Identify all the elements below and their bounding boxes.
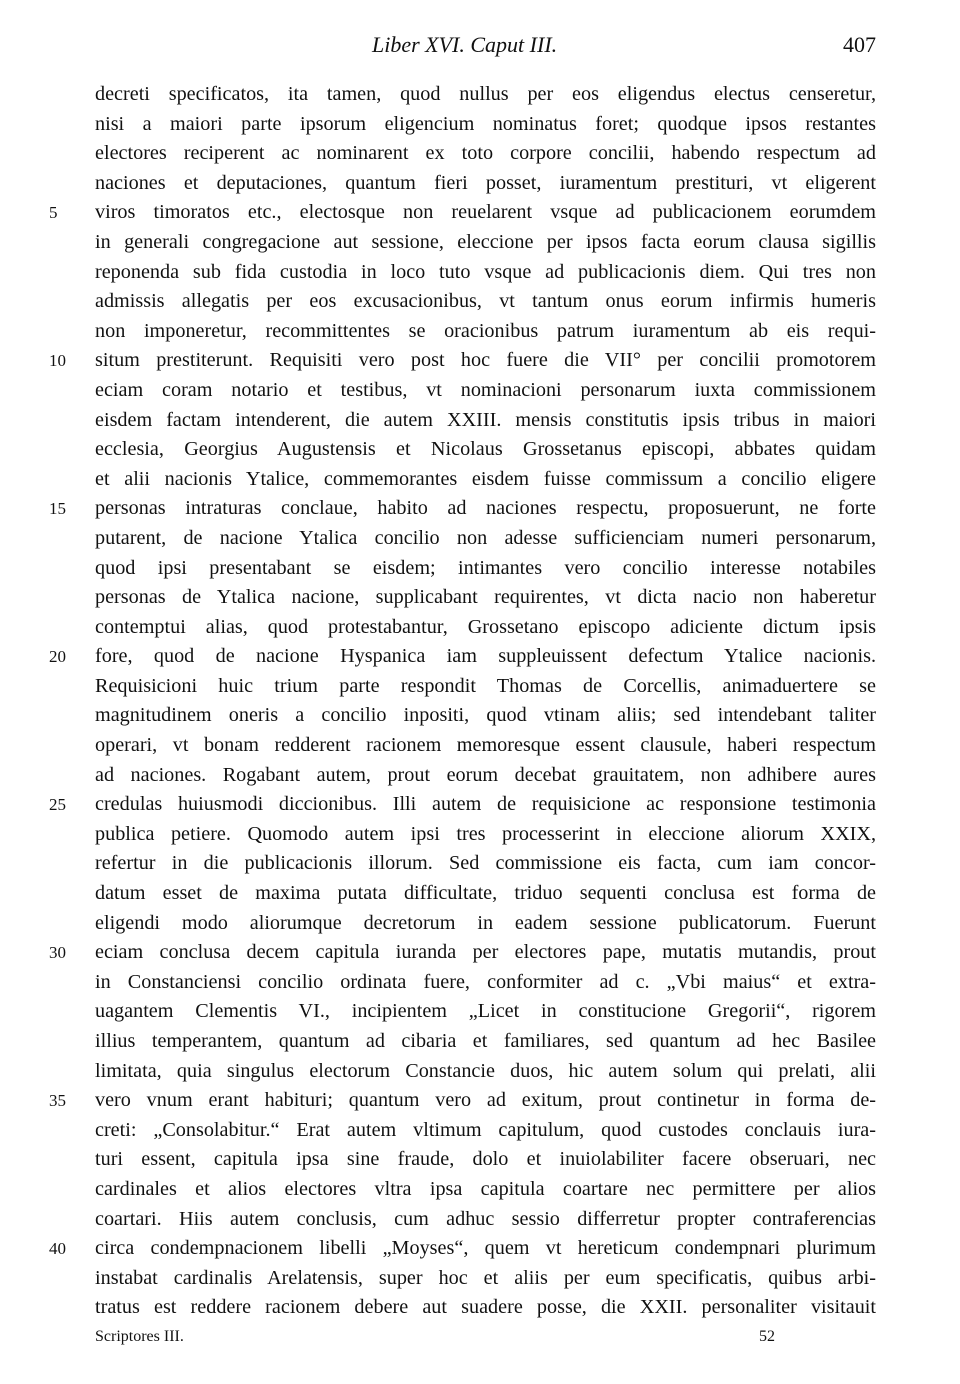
line-text: situm prestiterunt. Requisiti vero post hoc fuere die VII° per concilii promotorem xyxy=(95,349,876,372)
text-line xyxy=(95,258,876,288)
text-line xyxy=(95,228,876,258)
line-text: ad naciones. Rogabant autem, prout eorum decebat grauitatem, non adhibere aures xyxy=(95,763,876,786)
line-text: operari, vt bonam redderent racionem memoresque essent clausule, haberi respectum xyxy=(95,734,876,757)
line-number: 10 xyxy=(49,351,66,371)
text-line xyxy=(95,761,876,791)
line-text: nisi a maiori parte ipsorum eligencium nominatus foret; quodque ipsos restantes xyxy=(95,112,876,135)
line-text: vero vnum erant habituri; quantum vero ad exitum, prout continetur in forma de- xyxy=(95,1089,876,1112)
text-line xyxy=(95,968,876,998)
line-text: admissis allegatis per eos excusacionibus, vt tantum onus eorum infirmis humeris xyxy=(95,290,876,313)
page-number: 407 xyxy=(843,32,876,57)
text-line xyxy=(95,317,876,347)
text-line xyxy=(95,554,876,584)
line-text: refertur in die publicacionis illorum. Sed commissione eis facta, cum iam concor- xyxy=(95,852,876,875)
text-line xyxy=(95,406,876,436)
line-number: 35 xyxy=(49,1091,66,1111)
text-line xyxy=(95,1027,876,1057)
line-text: personas intraturas conclaue, habito ad naciones respectu, proposuerunt, ne forte xyxy=(95,497,876,520)
text-line xyxy=(49,642,876,672)
line-text: Requisicioni huic trium parte respondit Thomas de Corcellis, animaduertere se xyxy=(95,674,876,697)
text-line xyxy=(95,1145,876,1175)
text-line xyxy=(95,583,876,613)
text-line xyxy=(95,169,876,199)
line-text: uagantem Clementis VI., incipientem „Licet in constitucione Gregorii“, rigorem xyxy=(95,1000,876,1023)
text-line xyxy=(95,1116,876,1146)
line-text: electores reciperent ac nominarent ex toto corpore concilii, habendo respectum ad xyxy=(95,142,876,165)
text-line xyxy=(95,613,876,643)
line-text: credulas huiusmodi diccionibus. Illi autem de requisicione ac responsione testimonia xyxy=(95,793,876,816)
line-text: eciam coram notario et testibus, vt nominacioni personarum iuxta commissionem xyxy=(95,378,876,401)
line-text: eisdem factam intenderent, die autem XXIII. mensis constitutis ipsis tribus in maiori xyxy=(95,408,876,431)
line-number: 20 xyxy=(49,647,66,667)
signature-number: 52 xyxy=(759,1328,775,1345)
text-line xyxy=(95,909,876,939)
text-line xyxy=(95,820,876,850)
line-text: et alii nacionis Ytalice, commemorantes eisdem fuisse commissum a concilio eligere xyxy=(95,467,876,490)
text-line xyxy=(49,1086,876,1116)
line-text: publica petiere. Quomodo autem ipsi tres processerint in eleccione aliorum XXIX, xyxy=(95,822,876,845)
line-text: putarent, de nacione Ytalica concilio non adesse sufficienciam numeri personarum, xyxy=(95,526,876,549)
text-line xyxy=(95,139,876,169)
text-line xyxy=(95,701,876,731)
line-text: eligendi modo aliorumque decretorum in eadem sessione publicatorum. Fuerunt xyxy=(95,911,876,934)
line-text: naciones et deputaciones, quantum fieri posset, iuramentum prestituri, vt eligerent xyxy=(95,171,876,194)
line-text: contemptui alias, quod protestabantur, Grossetano episcopo adiciente dictum ipsis xyxy=(95,615,876,638)
text-line xyxy=(49,494,876,524)
line-text: viros timoratos etc., electosque non reuelarent vsque ad publicacionem eorumdem xyxy=(95,201,876,224)
line-text: fore, quod de nacione Hyspanica iam suppleuissent defectum Ytalice nacionis. xyxy=(95,645,876,668)
line-text: illius temperantem, quantum ad cibaria et familiares, sed quantum ad hec Basilee xyxy=(95,1030,876,1052)
line-text: personas de Ytalica nacione, supplicabant requirentes, vt dicta nacio non haberetur xyxy=(95,586,876,609)
line-text: limitata, quia singulus electorum Constancie duos, hic autem solum qui prelati, alii xyxy=(95,1059,876,1082)
line-number: 5 xyxy=(49,203,58,223)
line-text: cardinales et alios electores vltra ipsa capitula coartare nec permittere per alios xyxy=(95,1177,876,1200)
text-line xyxy=(95,997,876,1027)
line-number: 15 xyxy=(49,499,66,519)
line-text: quod ipsi presentabant se eisdem; intimantes vero concilio interesse notabiles xyxy=(95,556,876,579)
text-line xyxy=(95,849,876,879)
text-line xyxy=(95,879,876,909)
printer-signature: Scriptores III. xyxy=(95,1328,184,1345)
text-line xyxy=(49,938,876,968)
text-line xyxy=(49,1234,876,1264)
text-line xyxy=(95,376,876,406)
line-text: reponenda sub fida custodia in loco tuto vsque ad publicacionis diem. Qui tres non xyxy=(95,260,876,283)
line-text: turi essent, capitula ipsa sine fraude, dolo et inuiolabiliter facere obseruari, nec xyxy=(95,1148,876,1171)
line-text: eciam conclusa decem capitula iuranda per electores pape, mutatis mutandis, prout xyxy=(95,941,876,964)
text-line xyxy=(49,346,876,376)
text-line xyxy=(95,731,876,761)
running-title: Liber XVI. Caput III. xyxy=(372,32,558,57)
line-text: in Constanciensi concilio ordinata fuere, conformiter ad c. „Vbi maius“ et extra- xyxy=(95,970,876,993)
line-text: circa condempnacionem libelli „Moyses“, quem vt hereticum condempnari plurimum xyxy=(95,1237,876,1260)
text-line xyxy=(49,790,876,820)
line-text: ecclesia, Georgius Augustensis et Nicolaus Grossetanus episcopi, abbates quidam xyxy=(95,438,876,461)
text-line xyxy=(95,1205,876,1235)
line-number: 30 xyxy=(49,943,66,963)
line-text: coartari. Hiis autem conclusis, cum adhuc sessio differretur propter contraferencias xyxy=(95,1207,876,1230)
text-line xyxy=(95,465,876,495)
text-line xyxy=(95,524,876,554)
line-text: in generali congregacione aut sessione, eleccione per ipsos facta eorum clausa sigillis xyxy=(95,230,876,253)
line-number: 25 xyxy=(49,795,66,815)
page-footer xyxy=(95,1328,876,1354)
text-line xyxy=(95,80,876,110)
line-text: tratus est reddere racionem debere aut suadere posse, die XXII. personaliter visitauit xyxy=(95,1296,876,1319)
text-line xyxy=(95,1175,876,1205)
line-text: magnitudinem oneris a concilio inpositi, quod vtinam aliis; sed intendebant taliter xyxy=(95,704,876,727)
line-text: creti: „Consolabitur.“ Erat autem vltimum capitulum, quod custodes conclauis iura- xyxy=(95,1118,876,1141)
text-line xyxy=(95,110,876,140)
line-number: 40 xyxy=(49,1239,66,1259)
text-line xyxy=(95,1293,876,1323)
line-text: non imponeretur, recommittentes se oracionibus patrum iuramentum ab eis requi- xyxy=(95,319,876,342)
text-line xyxy=(49,198,876,228)
text-line xyxy=(95,1264,876,1294)
text-line xyxy=(95,672,876,702)
text-line xyxy=(95,1057,876,1087)
line-text: decreti specificatos, ita tamen, quod nullus per eos eligendus electus censeretur, xyxy=(95,83,876,105)
body-text xyxy=(49,80,876,1323)
text-line xyxy=(95,435,876,465)
page-header xyxy=(0,32,960,66)
line-text: datum esset de maxima putata difficultate, triduo sequenti conclusa est forma de xyxy=(95,882,876,905)
line-text: instabat cardinalis Arelatensis, super hoc et aliis per eum specificatis, quibus arbi- xyxy=(95,1266,876,1289)
text-line xyxy=(95,287,876,317)
